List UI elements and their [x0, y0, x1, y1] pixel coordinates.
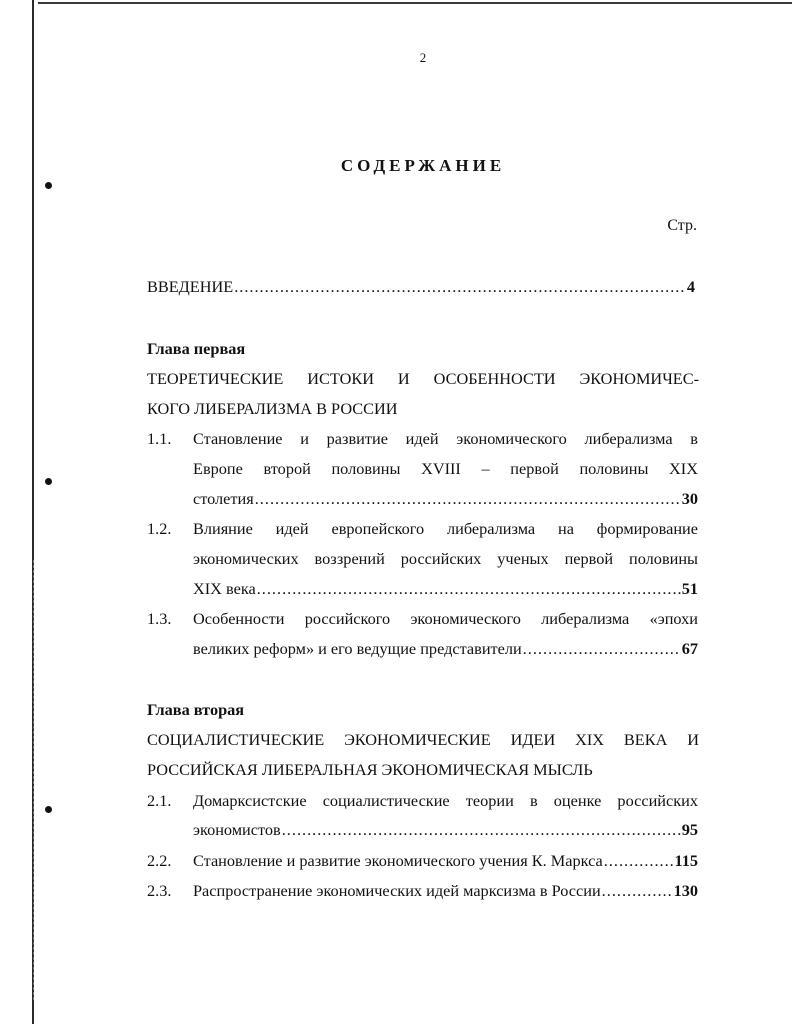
toc-entry-page: 115	[674, 851, 698, 870]
leader-dots	[523, 639, 681, 659]
binding-hole-mark	[45, 806, 52, 813]
toc-entry-page: 130	[673, 881, 698, 900]
binding-hole-mark	[45, 478, 52, 485]
toc-item-text: великих реформ» и его ведущие представители	[193, 639, 522, 658]
toc-item-number: 1.2.	[147, 519, 172, 538]
leader-dots	[602, 881, 673, 901]
chapter2-title-line1: СОЦИАЛИСТИЧЕСКИЕ ЭКОНОМИЧЕСКИЕ ИДЕИ XIX ВЕКА И	[147, 730, 699, 749]
chapter1-title-line2: КОГО ЛИБЕРАЛИЗМА В РОССИИ	[147, 399, 398, 418]
toc-item-text: Становление и развитие идей экономического либерализма в	[193, 429, 698, 448]
binding-hole-mark	[45, 182, 52, 189]
toc-entry-1-1[interactable]	[193, 489, 698, 509]
leader-dots	[234, 277, 686, 297]
chapter2-label: Глава вторая	[147, 700, 245, 719]
toc-item-number: 2.2.	[147, 851, 172, 870]
toc-title: СОДЕРЖАНИЕ	[340, 156, 506, 175]
toc-item-text: Европе второй половины XVIII – первой половины XIX	[193, 459, 698, 478]
toc-entry-page: 51	[681, 579, 698, 598]
page-column-label: Стр.	[667, 217, 697, 234]
toc-item-number: 2.3.	[147, 881, 172, 900]
toc-entry-2-2[interactable]	[193, 851, 698, 871]
leader-dots	[282, 820, 681, 840]
toc-entry-page: 67	[681, 639, 698, 658]
toc-item-text: XIX века	[193, 579, 256, 598]
toc-item-text: столетия	[193, 489, 254, 508]
scan-left-dashed-border	[33, 560, 35, 1000]
scan-top-border	[38, 2, 792, 4]
toc-item-text: Распространение экономических идей марксизма в России	[193, 881, 601, 900]
leader-dots	[257, 579, 681, 599]
toc-item-text: Становление и развитие экономического учения К. Маркса	[193, 851, 603, 870]
toc-item-text: Влияние идей европейского либерализма на формирование	[193, 519, 698, 538]
toc-entry-label: ВВЕДЕНИЕ	[147, 277, 234, 296]
leader-dots	[255, 489, 681, 509]
toc-entry-page: 30	[681, 489, 698, 508]
toc-entry-page: 4	[686, 277, 695, 296]
chapter1-title-line1: ТЕОРЕТИЧЕСКИЕ ИСТОКИ И ОСОБЕННОСТИ ЭКОНОМИЧЕС-	[147, 369, 699, 388]
toc-entry-page: 95	[681, 820, 698, 839]
toc-item-text: экономических воззрений российских ученых первой половины	[193, 549, 698, 568]
toc-item-text: Домарксистские социалистические теории в оценке российских	[193, 791, 698, 810]
chapter1-label: Глава первая	[147, 339, 246, 358]
chapter2-title-line2: РОССИЙСКАЯ ЛИБЕРАЛЬНАЯ ЭКОНОМИЧЕСКАЯ МЫСЛЬ	[147, 760, 593, 779]
toc-entry-1-2[interactable]	[193, 579, 698, 599]
toc-entry-2-1[interactable]	[193, 820, 698, 840]
toc-item-number: 1.1.	[147, 429, 172, 448]
toc-entry-2-3[interactable]	[193, 881, 698, 901]
toc-entry-1-3[interactable]	[193, 639, 698, 659]
leader-dots	[604, 851, 674, 871]
toc-entry-introduction[interactable]	[147, 277, 695, 297]
toc-item-number: 2.1.	[147, 791, 172, 810]
toc-item-number: 1.3.	[147, 609, 172, 628]
toc-item-text: Особенности российского экономического либерализма «эпохи	[193, 609, 698, 628]
toc-item-text: экономистов	[193, 820, 281, 839]
page-number: 2	[419, 50, 427, 65]
